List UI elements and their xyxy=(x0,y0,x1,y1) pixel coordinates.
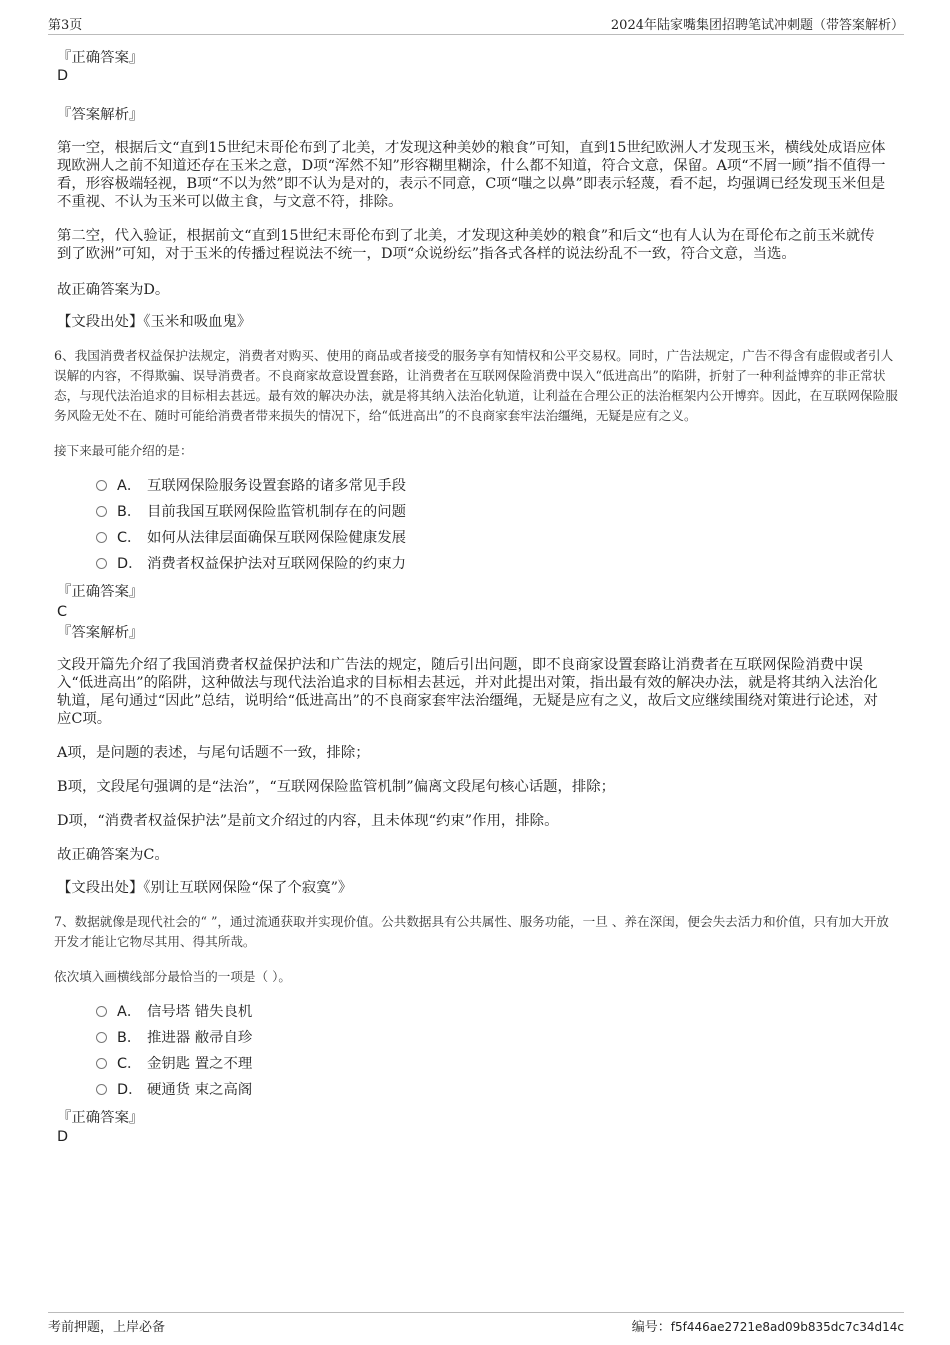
q6-answer: C xyxy=(57,604,68,620)
option-text: 推进器 敝帚自珍 xyxy=(147,1030,253,1046)
footer-code xyxy=(632,1316,904,1335)
option-letter: B． xyxy=(117,504,142,520)
q6-prompt: 接下来最可能介绍的是： xyxy=(54,443,193,458)
q6-option-b[interactable] xyxy=(96,503,406,521)
option-text: 硬通货 束之高阁 xyxy=(147,1082,253,1098)
radio-icon[interactable] xyxy=(96,1006,107,1017)
q7-option-c[interactable] xyxy=(96,1055,252,1073)
radio-icon[interactable] xyxy=(96,1032,107,1043)
q6-conclusion: 故正确答案为C。 xyxy=(57,847,169,863)
radio-icon[interactable] xyxy=(96,532,107,543)
q7-option-d[interactable] xyxy=(96,1081,252,1099)
document-title: 2024年陆家嘴集团招聘笔试冲刺题（带答案解析） xyxy=(610,18,904,33)
q6-analysis-a: A项，是问题的表述，与尾句话题不一致，排除； xyxy=(57,745,370,761)
option-letter: A． xyxy=(117,478,142,494)
footer-slogan: 考前押题，上岸必备 xyxy=(48,1320,166,1335)
q6-option-a[interactable] xyxy=(96,477,406,495)
q6-option-d[interactable] xyxy=(96,555,406,573)
page-footer xyxy=(48,1312,904,1335)
q7-answer-label: 『正确答案』 xyxy=(57,1110,144,1126)
q6-analysis-b: B项，文段尾句强调的是“法治”，“互联网保险监管机制”偏离文段尾句核心话题，排除； xyxy=(57,779,616,795)
q7-answer: D xyxy=(57,1129,69,1145)
q6-stem: 6、我国消费者权益保护法规定，消费者对购买、使用的商品或者接受的服务享有知情权和公平交易权。同时，广告法规定，广告不得含有虚假或者引人误解的内容，不得欺骗、误导消费者。不良商家故意设置套路，让消费者在互联网保险消费中误入“低进高出”的陷阱，折射了一种利益博弈的非正常状态，与现代法治追求的目标相去甚远。最有效的解决办法，就是将其纳入法治化轨道，让利益在合理公正的法治框架内公开博弈。因此，在互联网保险服务风险无处不在、随时可能给消费者带来损失的情况下，给“低进高出”的不良商家套牢法治缰绳，无疑是应有之义。 xyxy=(54,348,898,423)
radio-icon[interactable] xyxy=(96,1058,107,1069)
q7-stem: 7、数据就像是现代社会的“ ”，通过流通获取并实现价值。公共数据具有公共属性、服务功能，一旦 、养在深闺，便会失去活力和价值，只有加大开放开发才能让它物尽其用、得其所哉。 xyxy=(54,914,889,949)
option-text: 如何从法律层面确保互联网保险健康发展 xyxy=(147,530,407,546)
option-letter: D． xyxy=(117,556,143,572)
q6-answer-label: 『正确答案』 xyxy=(57,584,144,600)
page-number: 第3页 xyxy=(48,18,83,33)
q6-analysis-label: 『答案解析』 xyxy=(57,625,144,641)
radio-icon[interactable] xyxy=(96,506,107,517)
radio-icon[interactable] xyxy=(96,1084,107,1095)
radio-icon[interactable] xyxy=(96,558,107,569)
q6-analysis-d: D项，“消费者权益保护法”是前文介绍过的内容，且未体现“约束”作用，排除。 xyxy=(57,813,559,829)
option-text: 目前我国互联网保险监管机制存在的问题 xyxy=(147,504,407,520)
option-letter: D． xyxy=(117,1082,143,1098)
option-letter: C． xyxy=(117,1056,142,1072)
q5-answer: D xyxy=(57,68,69,84)
option-text: 信号塔 错失良机 xyxy=(147,1004,253,1020)
q5-answer-label: 『正确答案』 xyxy=(57,50,144,66)
radio-icon[interactable] xyxy=(96,480,107,491)
page-header xyxy=(48,14,904,35)
q7-option-a[interactable] xyxy=(96,1003,252,1021)
q6-source: 【文段出处】《别让互联网保险“保了个寂寞”》 xyxy=(57,880,353,896)
q5-analysis-label: 『答案解析』 xyxy=(57,107,144,123)
option-text: 互联网保险服务设置套路的诸多常见手段 xyxy=(147,478,407,494)
option-text: 消费者权益保护法对互联网保险的约束力 xyxy=(147,556,407,572)
q7-option-b[interactable] xyxy=(96,1029,252,1047)
option-letter: A． xyxy=(117,1004,142,1020)
option-text: 金钥匙 置之不理 xyxy=(147,1056,253,1072)
q5-source: 【文段出处】《玉米和吸血鬼》 xyxy=(57,314,252,330)
q6-analysis-p1: 文段开篇先介绍了我国消费者权益保护法和广告法的规定，随后引出问题，即不良商家设置套路让消费者在互联网保险消费中误入“低进高出”的陷阱，这种做法与现代法治追求的目标相去甚远，并对此提出对策，指出最有效的解决办法，就是将其纳入法治化轨道，尾句通过“因此”总结，说明给“低进高出”的不良商家套牢法治缰绳，无疑是应有之义，故后文应继续围绕对策进行论述，对应C项。 xyxy=(57,657,878,727)
q5-analysis-p2: 第二空，代入验证，根据前文“直到15世纪末哥伦布到了北美，才发现这种美妙的粮食”和后文“也有人认为在哥伦布之前玉米就传到了欧洲”可知，对于玉米的传播过程说法不统一，D项“众说纷纭”指各式各样的说法纷乱不一致，符合文意，当选。 xyxy=(57,228,875,262)
option-letter: B． xyxy=(117,1030,142,1046)
q5-analysis-p1: 第一空，根据后文“直到15世纪末哥伦布到了北美，才发现这种美妙的粮食”可知，直到15世纪欧洲人才发现玉米，横线处成语应体现欧洲人之前不知道还存在玉米之意，D项“浑然不知”形容糊里糊涂，什么都不知道，符合文意，保留。A项“不屑一顾”指不值得一看，形容极端轻视，B项“不以为然”即不认为是对的，表示不同意，C项“嗤之以鼻”即表示轻蔑，看不起，均强调已经发现玉米但是不重视、不认为玉米可以做主食，与文意不符，排除。 xyxy=(57,140,886,210)
q7-prompt: 依次填入画横线部分最恰当的一项是（ ）。 xyxy=(54,969,291,984)
q6-option-c[interactable] xyxy=(96,529,406,547)
q5-conclusion: 故正确答案为D。 xyxy=(57,282,170,298)
footer-code-label: 编号： xyxy=(631,1320,671,1335)
option-letter: C． xyxy=(117,530,142,546)
footer-code-value: f5f446ae2721e8ad09b835dc7c34d14c xyxy=(670,1320,904,1334)
